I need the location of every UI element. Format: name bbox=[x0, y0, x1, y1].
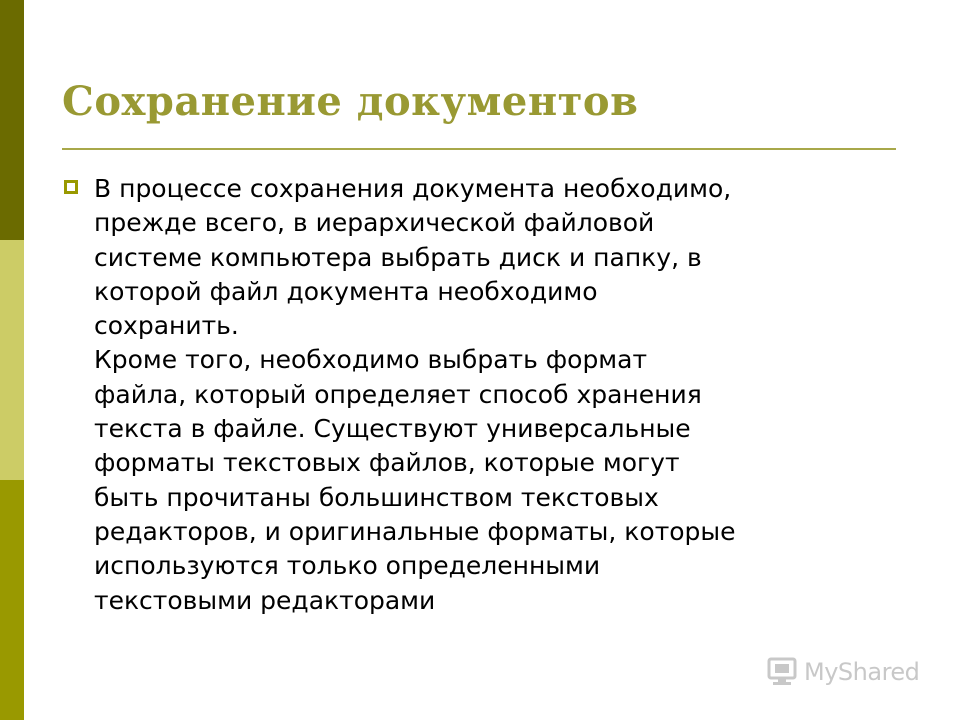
sidebar-band-top bbox=[0, 0, 24, 240]
bullet-line: системе компьютера выбрать диск и папку, в bbox=[94, 242, 702, 272]
hollow-square-bullet-icon bbox=[64, 180, 78, 194]
bullet-text bbox=[94, 172, 914, 618]
sidebar-decoration bbox=[0, 0, 24, 720]
bullet-line: которой файл документа необходимо bbox=[94, 276, 598, 306]
sidebar-band-bottom bbox=[0, 480, 24, 720]
bullet-line: форматы текстовых файлов, которые могут bbox=[94, 448, 680, 478]
watermark-text: MyShared bbox=[804, 658, 920, 686]
bullet-line: текста в файле. Существуют универсальные bbox=[94, 414, 691, 444]
bullet-line: сохранить. bbox=[94, 311, 239, 341]
myshared-watermark bbox=[766, 654, 919, 690]
bullet-line: Кроме того, необходимо выбрать формат bbox=[94, 345, 648, 375]
bullet-line: В процессе сохранения документа необходимо, bbox=[94, 174, 732, 203]
myshared-logo-icon bbox=[766, 657, 800, 687]
bullet-line: прежде всего, в иерархической файловой bbox=[94, 208, 655, 238]
bullet-line: используются только определенными bbox=[94, 551, 601, 581]
title-underline bbox=[62, 148, 896, 150]
bullet-line: файла, который определяет способ хранения bbox=[94, 379, 702, 409]
sidebar-band-middle bbox=[0, 240, 24, 480]
slide-title: Сохранение документов bbox=[62, 78, 639, 125]
bullet-line: редакторов, и оригинальные форматы, которые bbox=[94, 516, 736, 546]
bullet-line: текстовыми редакторами bbox=[94, 585, 436, 615]
bullet-line: быть прочитаны большинством текстовых bbox=[94, 482, 659, 512]
